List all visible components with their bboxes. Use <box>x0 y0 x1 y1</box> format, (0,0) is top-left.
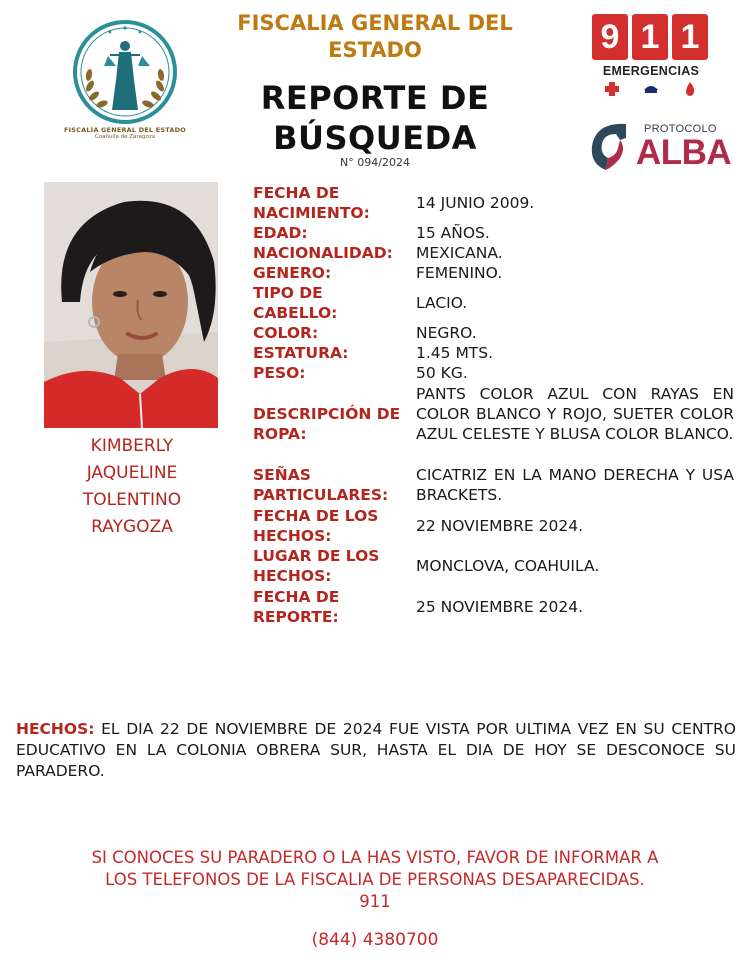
call-to-action <box>30 847 720 913</box>
digit-1-second: 1 <box>672 14 708 60</box>
value-peso: 50 KG. <box>416 364 468 382</box>
red-cross-icon <box>603 81 621 97</box>
alba-label: ALBA <box>636 133 732 172</box>
value-fecha-reporte: 25 NOVIEMBRE 2024. <box>416 598 584 616</box>
label-fecha-reporte: FECHA DE REPORTE: <box>253 588 340 626</box>
label-color: COLOR: <box>253 324 319 342</box>
agency-name: FISCALIA GENERAL DEL ESTADO <box>237 11 513 62</box>
label-nacionalidad: NACIONALIDAD: <box>253 244 393 262</box>
digit-9: 9 <box>592 14 628 60</box>
emergency-911-logo <box>592 14 710 106</box>
label-genero: GENERO: <box>253 264 332 282</box>
value-edad: 15 AÑOS. <box>416 224 490 242</box>
value-nacionalidad: MEXICANA. <box>416 244 503 262</box>
value-lugar-hechos: MONCLOVA, COAHUILA. <box>416 557 600 575</box>
contact-phone: (844) 4380700 <box>311 930 439 950</box>
name-line-surname1: TOLENTINO <box>82 490 182 510</box>
label-edad: EDAD: <box>253 224 308 242</box>
label-lugar-hechos: LUGAR DE LOS HECHOS: <box>253 547 380 585</box>
label-estatura: ESTATURA: <box>253 344 349 362</box>
alba-profile-icon <box>586 118 640 172</box>
value-senas-particulares: CICATRIZ EN LA MANO DERECHA Y USA BRACKETS. <box>416 466 734 504</box>
name-line-first: KIMBERLY <box>90 436 174 456</box>
label-fecha-hechos: FECHA DE LOS HECHOS: <box>253 507 379 545</box>
label-tipo-cabello: TIPO DE CABELLO: <box>253 284 338 322</box>
police-cap-icon <box>642 81 660 97</box>
value-tipo-cabello: LACIO. <box>416 294 468 312</box>
seal-subtitle: Coahuila de Zaragoza <box>94 134 156 140</box>
value-estatura: 1.45 MTS. <box>416 344 494 362</box>
value-fecha-hechos: 22 NOVIEMBRE 2024. <box>416 517 584 535</box>
name-line-second: JAQUELINE <box>86 463 178 483</box>
value-genero: FEMENINO. <box>416 264 503 282</box>
justice-seal-icon <box>62 18 188 126</box>
value-fecha-nacimiento: 14 JUNIO 2009. <box>416 194 535 212</box>
fiscalia-seal-logo <box>62 18 188 152</box>
cta-line-1: SI CONOCES SU PARADERO O LA HAS VISTO, FAVOR DE INFORMAR A <box>91 848 659 867</box>
hechos-label: HECHOS: <box>16 720 95 738</box>
report-number: N° 094/2024 <box>340 156 410 169</box>
hechos-text: EL DIA 22 DE NOVIEMBRE DE 2024 FUE VISTA POR ULTIMA VEZ EN SU CENTRO EDUCATIVO EN LA COLONIA OBRERA SUR, HASTA EL DIA DE HOY SE DESCONOCE SU PARADERO. <box>16 720 736 780</box>
missing-person-name <box>48 433 216 541</box>
label-peso: PESO: <box>253 364 306 382</box>
protocolo-label: PROTOCOLO <box>644 123 717 135</box>
name-line-surname2: RAYGOZA <box>91 517 173 537</box>
value-descripcion-ropa: PANTS COLOR AZUL CON RAYAS EN COLOR BLANCO Y ROJO, SUETER COLOR AZUL CELESTE Y BLUSA COLOR BLANCO. <box>416 385 734 443</box>
label-descripcion-ropa: DESCRIPCIÓN DE ROPA: <box>253 405 401 443</box>
cta-line-2: LOS TELEFONOS DE LA FISCALIA DE PERSONAS DESAPARECIDAS. <box>105 870 645 889</box>
value-color: NEGRO. <box>416 324 477 342</box>
missing-person-photo <box>44 182 218 428</box>
emergencias-label: EMERGENCIAS <box>602 64 700 78</box>
cta-line-3: 911 <box>359 892 391 911</box>
report-title: REPORTE DE BÚSQUEDA <box>260 79 490 157</box>
label-fecha-nacimiento: FECHA DE NACIMIENTO: <box>253 184 370 222</box>
seal-name: FISCALÍA GENERAL DEL ESTADO <box>64 126 186 134</box>
label-senas-particulares: SEÑAS PARTICULARES: <box>253 466 389 504</box>
digit-1: 1 <box>632 14 668 60</box>
protocolo-alba-logo <box>586 118 732 174</box>
fire-icon <box>681 81 699 97</box>
hechos-paragraph <box>16 719 736 782</box>
